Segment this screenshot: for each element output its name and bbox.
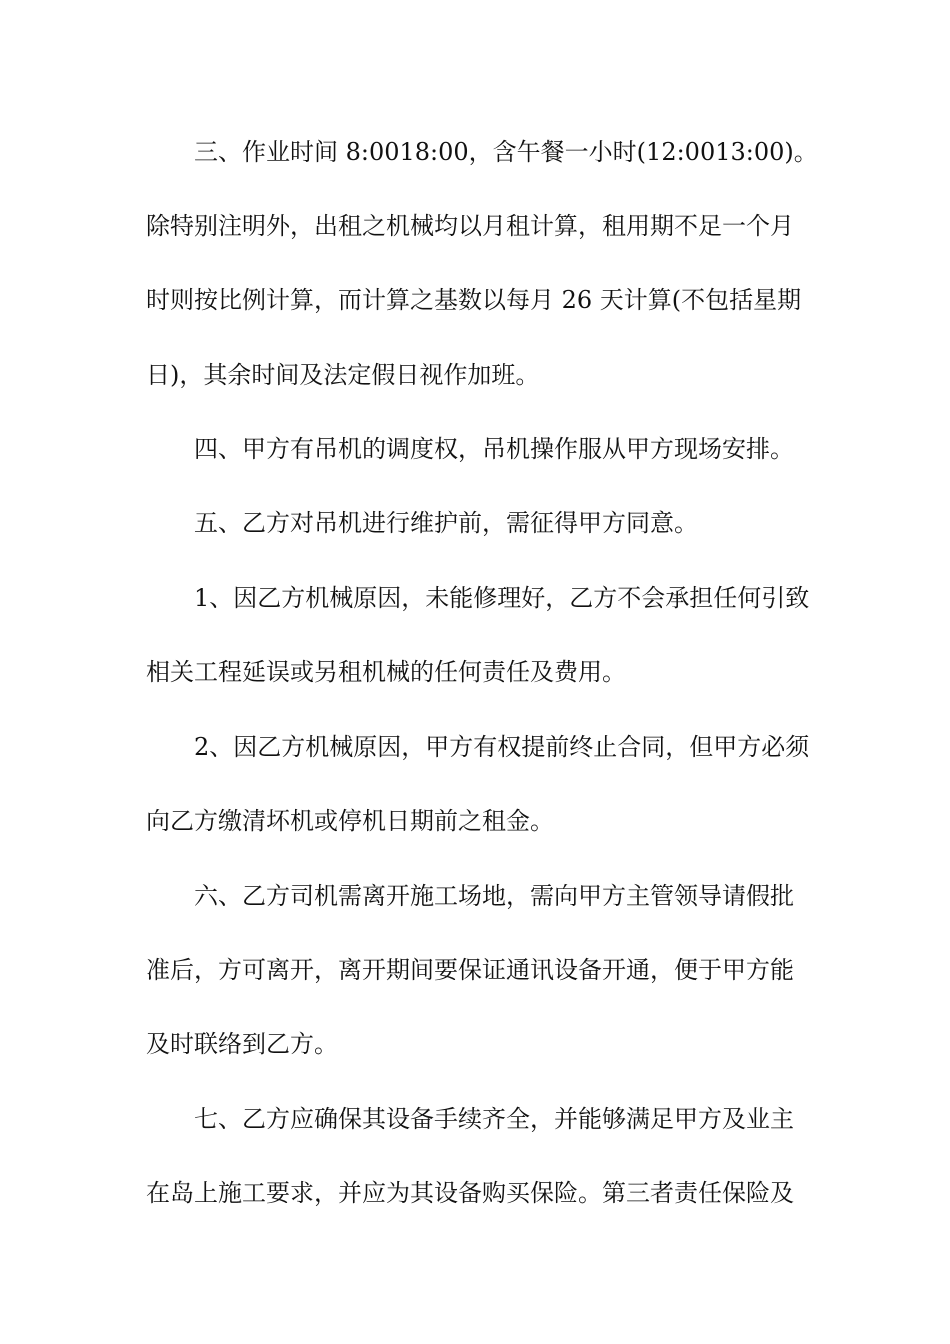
text-line-6: 五、乙方对吊机进行维护前，需征得甲方同意。: [194, 509, 698, 537]
text-line-15: 在岛上施工要求，并应为其设备购买保险。第三者责任保险及: [146, 1179, 794, 1207]
text-line-8: 相关工程延误或另租机械的任何责任及费用。: [146, 658, 626, 686]
text-line-7: 1、因乙方机械原因，未能修理好，乙方不会承担任何引致: [194, 584, 810, 612]
text-line-2: 除特别注明外，出租之机械均以月租计算，租用期不足一个月: [146, 212, 794, 240]
text-line-3: 时则按比例计算，而计算之基数以每月 26 天计算(不包括星期: [146, 286, 802, 314]
text-line-11: 六、乙方司机需离开施工场地，需向甲方主管领导请假批: [194, 882, 794, 910]
text-line-1: 三、作业时间 8:0018:00，含午餐一小时(12:0013:00)。: [194, 138, 818, 166]
text-line-12: 准后，方可离开，离开期间要保证通讯设备开通，便于甲方能: [146, 956, 794, 984]
text-line-4: 日)，其余时间及法定假日视作加班。: [146, 361, 540, 389]
text-line-14: 七、乙方应确保其设备手续齐全，并能够满足甲方及业主: [194, 1105, 794, 1133]
text-line-13: 及时联络到乙方。: [146, 1030, 338, 1058]
text-line-9: 2、因乙方机械原因，甲方有权提前终止合同，但甲方必须: [194, 733, 810, 761]
text-line-10: 向乙方缴清坏机或停机日期前之租金。: [146, 807, 554, 835]
text-line-5: 四、甲方有吊机的调度权，吊机操作服从甲方现场安排。: [194, 435, 794, 463]
